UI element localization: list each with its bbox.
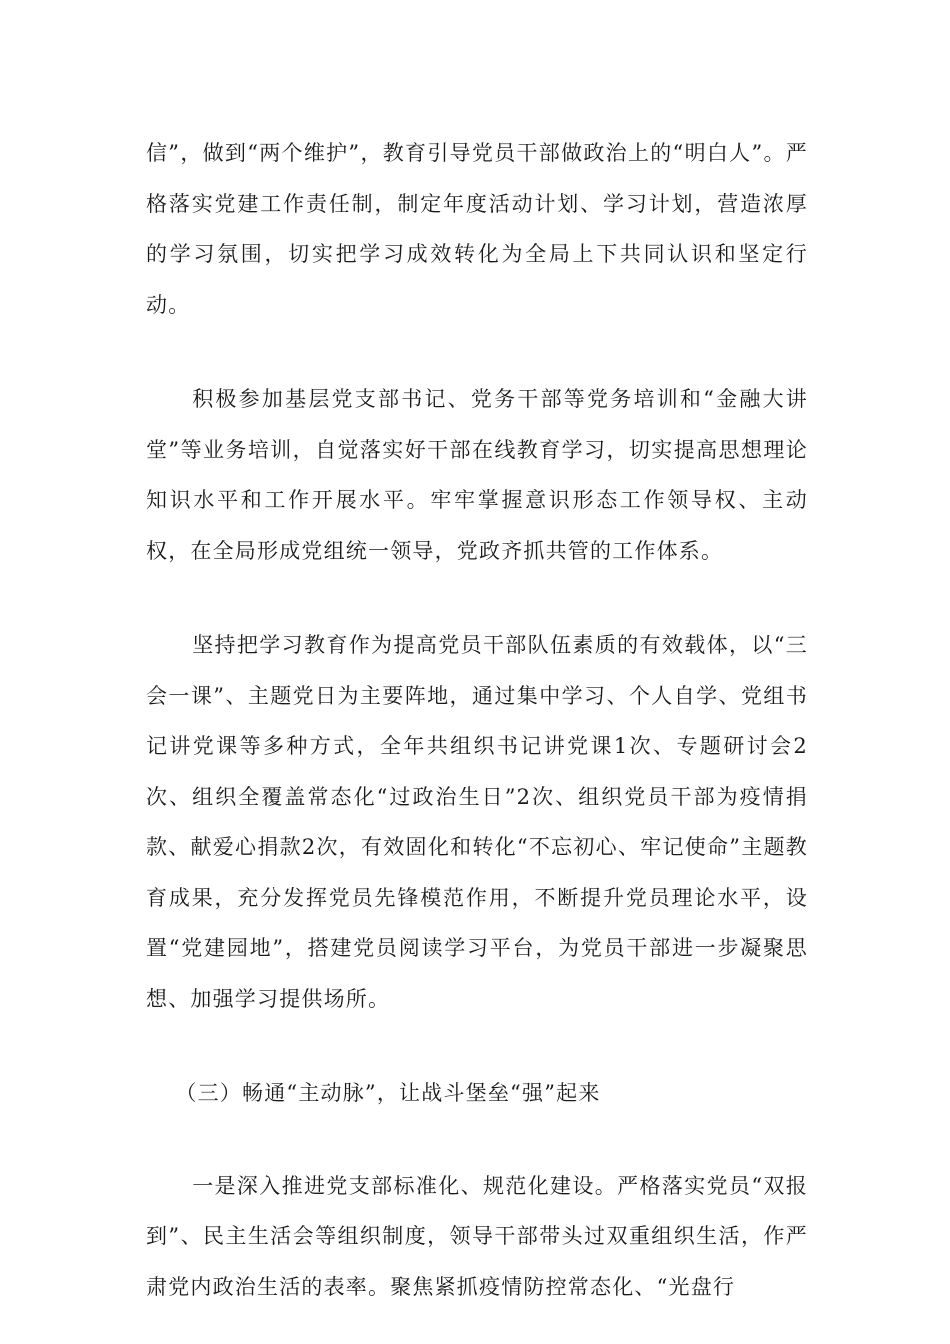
paragraph-training: 积极参加基层党支部书记、党务干部等党务培训和“金融大讲堂”等业务培训，自觉落实好干部在线教育学习，切实提高思想理论知识水平和工作开展水平。牢牢掌握意识形态工作领导权、主动权，在全局形成党组统一领导，党政齐抓共管的工作体系。	[146, 387, 808, 563]
paragraph-study-education: 坚持把学习教育作为提高党员干部队伍素质的有效载体，以“三会一课”、主题党日为主要阵地，通过集中学习、个人自学、党组书记讲党课等多种方式，全年共组织书记讲党课1次、专题研讨会2次、组织全覆盖常态化“过政治生日”2次、组织党员干部为疫情捐款、献爱心捐款2次，有效固化和转化“不忘初心、牢记使命”主题教育成果，充分发挥党员先锋模范作用，不断提升党员理论水平，设置“党建园地”，搭建党员阅读学习平台，为党员干部进一步凝聚思想、加强学习提供场所。	[146, 633, 808, 1011]
paragraph-gap	[146, 330, 808, 374]
paragraph-branch-building: 一是深入推进党支部标准化、规范化建设。严格落实党员“双报到”、民主生活会等组织制度，领导干部带头过双重组织生活，作严肃党内政治生活的表率。聚焦紧抓疫情防控常态化、“光盘行	[146, 1173, 808, 1299]
paragraph-continuation: 信”，做到“两个维护”，教育引导党员干部做政治上的“明白人”。严格落实党建工作责任制，制定年度活动计划、学习计划，营造浓厚的学习氛围，切实把学习成效转化为全局上下共同认识和坚定行动。	[146, 141, 808, 317]
paragraph-gap	[146, 576, 808, 620]
paragraph-gap	[146, 1119, 808, 1161]
paragraph-gap	[146, 1024, 808, 1068]
document-body	[146, 128, 808, 1312]
section-heading: （三）畅通“主动脉”，让战斗堡垒“强”起来	[175, 1081, 601, 1105]
